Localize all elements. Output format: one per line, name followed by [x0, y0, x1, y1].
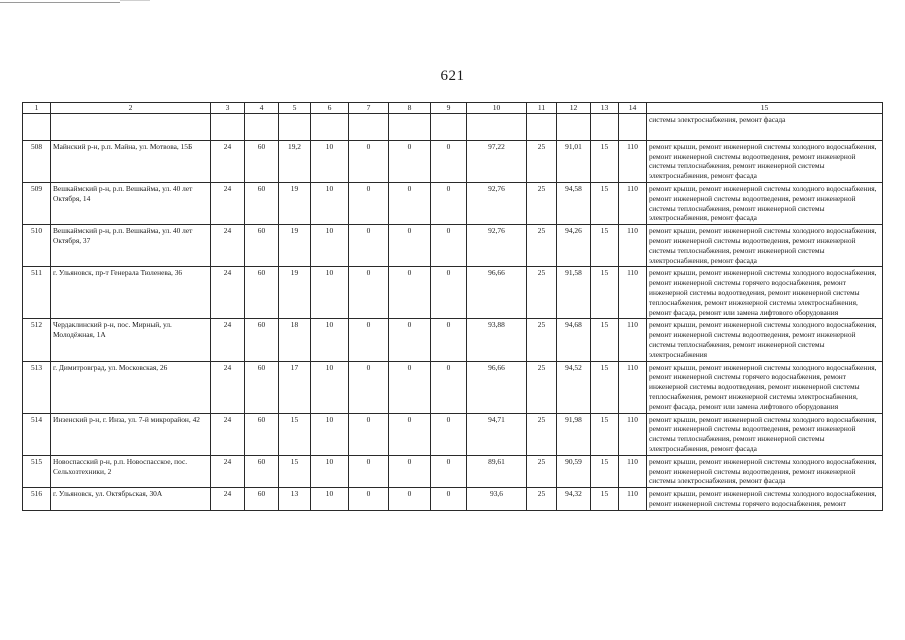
- table-cell: 0: [431, 455, 467, 487]
- table-row: [23, 361, 883, 413]
- table-cell: 10: [311, 319, 349, 361]
- table-cell: 0: [349, 267, 389, 319]
- table-cell: 60: [245, 225, 279, 267]
- works-cell: системы электроснабжения, ремонт фасада: [647, 113, 883, 140]
- table-cell: 0: [349, 182, 389, 224]
- address-cell: Инзенский р-н, г. Инза, ул. 7-й микрорайон, 42: [51, 413, 211, 455]
- table-cell: 0: [389, 182, 431, 224]
- table-cell: 97,22: [467, 140, 527, 182]
- works-cell: ремонт крыши, ремонт инженерной системы холодного водоснабжения, ремонт инженерной системы водоотведения, ремонт инженерной системы теплоснабжения, ремонт инженерной системы электроснабжения, ремонт фасада: [647, 225, 883, 267]
- table-cell: 25: [527, 182, 557, 224]
- works-cell: ремонт крыши, ремонт инженерной системы холодного водоснабжения, ремонт инженерной системы водоотведения, ремонт инженерной системы электроснабжения, ремонт фасада: [647, 455, 883, 487]
- table-cell: 15: [279, 413, 311, 455]
- table-row: [23, 488, 883, 511]
- row-number-cell: 511: [23, 267, 51, 319]
- table-cell: 24: [211, 413, 245, 455]
- table-cell: 25: [527, 455, 557, 487]
- table-cell: [245, 113, 279, 140]
- column-number-row: [23, 103, 883, 114]
- table-cell: 94,52: [557, 361, 591, 413]
- table-cell: 110: [619, 140, 647, 182]
- table-cell: 0: [389, 225, 431, 267]
- table-row: [23, 225, 883, 267]
- table-cell: 19: [279, 182, 311, 224]
- works-register-table: [22, 102, 883, 511]
- table-cell: 0: [431, 413, 467, 455]
- works-cell: ремонт крыши, ремонт инженерной системы холодного водоснабжения, ремонт инженерной системы горячего водоснабжения, ремонт: [647, 488, 883, 511]
- scan-edge-mark: [120, 0, 150, 1]
- table-cell: 25: [527, 140, 557, 182]
- table-cell: 91,01: [557, 140, 591, 182]
- column-header: 4: [245, 103, 279, 114]
- table-cell: 91,58: [557, 267, 591, 319]
- table-cell: 25: [527, 225, 557, 267]
- table-cell: 13: [279, 488, 311, 511]
- table-cell: 60: [245, 182, 279, 224]
- row-number-cell: 512: [23, 319, 51, 361]
- table-cell: [211, 113, 245, 140]
- table-cell: 92,76: [467, 182, 527, 224]
- table-cell: 110: [619, 488, 647, 511]
- table-cell: 110: [619, 225, 647, 267]
- table-row: [23, 267, 883, 319]
- table-cell: 91,98: [557, 413, 591, 455]
- table-cell: 60: [245, 319, 279, 361]
- address-cell: Вешкаймский р-н, р.п. Вешкайма, ул. 40 лет Октября, 14: [51, 182, 211, 224]
- row-number-cell: 508: [23, 140, 51, 182]
- table-cell: 93,88: [467, 319, 527, 361]
- table-cell: [23, 113, 51, 140]
- table-cell: 89,61: [467, 455, 527, 487]
- row-number-cell: 514: [23, 413, 51, 455]
- works-cell: ремонт крыши, ремонт инженерной системы холодного водоснабжения, ремонт инженерной системы горячего водоснабжения, ремонт инженерной системы водоотведения, ремонт инженерной системы теплоснабжения, ремонт инженерной системы электроснабжения, ремонт фасада, ремонт или замена лифтового оборудования: [647, 267, 883, 319]
- column-header: 6: [311, 103, 349, 114]
- table-cell: 0: [349, 455, 389, 487]
- table-cell: 18: [279, 319, 311, 361]
- table-cell: 0: [431, 319, 467, 361]
- table-cell: 24: [211, 140, 245, 182]
- table-cell: [557, 113, 591, 140]
- table-cell: 15: [591, 361, 619, 413]
- address-cell: Майнский р-н, р.п. Майна, ул. Мотвова, 15Б: [51, 140, 211, 182]
- address-cell: г. Ульяновск, пр-т Генерала Тюленева, 36: [51, 267, 211, 319]
- column-header: 11: [527, 103, 557, 114]
- table-cell: 0: [431, 140, 467, 182]
- table-cell: 94,68: [557, 319, 591, 361]
- table-cell: 0: [389, 140, 431, 182]
- table-cell: 0: [431, 488, 467, 511]
- table-cell: 15: [591, 488, 619, 511]
- works-cell: ремонт крыши, ремонт инженерной системы холодного водоснабжения, ремонт инженерной системы водоотведения, ремонт инженерной системы теплоснабжения, ремонт инженерной системы электроснабжения, ремонт фасада: [647, 413, 883, 455]
- address-cell: Вешкаймский р-н, р.п. Вешкайма, ул. 40 лет Октября, 37: [51, 225, 211, 267]
- table-cell: 24: [211, 319, 245, 361]
- row-number-cell: 509: [23, 182, 51, 224]
- column-header: 10: [467, 103, 527, 114]
- column-header: 15: [647, 103, 883, 114]
- table-cell: 25: [527, 413, 557, 455]
- table-cell: 24: [211, 225, 245, 267]
- table-cell: 0: [349, 361, 389, 413]
- table-cell: [527, 113, 557, 140]
- table-cell: 25: [527, 361, 557, 413]
- table-cell: 0: [431, 267, 467, 319]
- table-cell: 60: [245, 488, 279, 511]
- table-cell: 94,26: [557, 225, 591, 267]
- address-cell: г. Ульяновск, ул. Октябрьская, 30А: [51, 488, 211, 511]
- table-cell: 10: [311, 361, 349, 413]
- address-cell: Новоспасский р-н, р.п. Новоспасское, пос. Сельхозтехники, 2: [51, 455, 211, 487]
- table-cell: 93,6: [467, 488, 527, 511]
- table-cell: 24: [211, 182, 245, 224]
- table-cell: 110: [619, 182, 647, 224]
- column-header: 8: [389, 103, 431, 114]
- table-cell: 24: [211, 455, 245, 487]
- table-cell: [51, 113, 211, 140]
- table-row: [23, 140, 883, 182]
- table-cell: 10: [311, 413, 349, 455]
- table-cell: 60: [245, 413, 279, 455]
- works-cell: ремонт крыши, ремонт инженерной системы холодного водоснабжения, ремонт инженерной системы водоотведения, ремонт инженерной системы теплоснабжения, ремонт инженерной системы электроснабжения, ремонт фасада: [647, 140, 883, 182]
- table-cell: 60: [245, 140, 279, 182]
- table-cell: 96,66: [467, 267, 527, 319]
- table-cell: 0: [389, 319, 431, 361]
- table-cell: 19,2: [279, 140, 311, 182]
- column-header: 2: [51, 103, 211, 114]
- table-cell: 15: [591, 182, 619, 224]
- table-cell: [467, 113, 527, 140]
- table-cell: [279, 113, 311, 140]
- table-cell: 110: [619, 455, 647, 487]
- works-cell: ремонт крыши, ремонт инженерной системы холодного водоснабжения, ремонт инженерной системы водоотведения, ремонт инженерной системы теплоснабжения, ремонт инженерной системы электроснабжения, ремонт фасада: [647, 182, 883, 224]
- table-cell: 94,71: [467, 413, 527, 455]
- table-cell: 15: [279, 455, 311, 487]
- column-header: 9: [431, 103, 467, 114]
- table-cell: 24: [211, 361, 245, 413]
- table-cell: [431, 113, 467, 140]
- table-cell: 110: [619, 267, 647, 319]
- table-cell: 0: [431, 182, 467, 224]
- table-cell: 17: [279, 361, 311, 413]
- row-number-cell: 515: [23, 455, 51, 487]
- table-cell: 15: [591, 267, 619, 319]
- table-cell: 60: [245, 455, 279, 487]
- table-cell: 94,32: [557, 488, 591, 511]
- table-cell: 15: [591, 140, 619, 182]
- column-header: 13: [591, 103, 619, 114]
- scan-edge-mark: [0, 2, 120, 3]
- column-header: 1: [23, 103, 51, 114]
- table-cell: 19: [279, 225, 311, 267]
- table-cell: 110: [619, 319, 647, 361]
- table-cell: 0: [389, 455, 431, 487]
- table-cell: 0: [349, 413, 389, 455]
- table-cell: 15: [591, 413, 619, 455]
- table-cell: [591, 113, 619, 140]
- table-cell: 15: [591, 319, 619, 361]
- column-header: 12: [557, 103, 591, 114]
- table-cell: 25: [527, 488, 557, 511]
- column-header: 5: [279, 103, 311, 114]
- table-cell: [389, 113, 431, 140]
- row-number-cell: 513: [23, 361, 51, 413]
- works-cell: ремонт крыши, ремонт инженерной системы холодного водоснабжения, ремонт инженерной системы горячего водоснабжения, ремонт инженерной системы водоотведения, ремонт инженерной системы теплоснабжения, ремонт инженерной системы электроснабжения, ремонт фасада, ремонт или замена лифтового оборудования: [647, 361, 883, 413]
- table-row: [23, 455, 883, 487]
- continuation-row: [23, 113, 883, 140]
- table-cell: 0: [431, 225, 467, 267]
- row-number-cell: 510: [23, 225, 51, 267]
- table-cell: 0: [349, 140, 389, 182]
- table-row: [23, 413, 883, 455]
- table-cell: 110: [619, 361, 647, 413]
- table-cell: 0: [349, 488, 389, 511]
- column-header: 14: [619, 103, 647, 114]
- table-cell: 15: [591, 225, 619, 267]
- page-number: 621: [440, 68, 465, 84]
- works-cell: ремонт крыши, ремонт инженерной системы холодного водоснабжения, ремонт инженерной системы водоотведения, ремонт инженерной системы теплоснабжения, ремонт инженерной системы электроснабжения: [647, 319, 883, 361]
- column-header: 3: [211, 103, 245, 114]
- table-cell: 0: [349, 319, 389, 361]
- table-cell: 92,76: [467, 225, 527, 267]
- table-cell: 10: [311, 225, 349, 267]
- table-cell: 0: [389, 361, 431, 413]
- table-cell: 60: [245, 267, 279, 319]
- table-cell: 96,66: [467, 361, 527, 413]
- table-cell: 60: [245, 361, 279, 413]
- table-row: [23, 182, 883, 224]
- table-cell: 0: [389, 413, 431, 455]
- table-cell: 10: [311, 182, 349, 224]
- table-cell: 10: [311, 488, 349, 511]
- table-cell: 24: [211, 488, 245, 511]
- table-cell: 25: [527, 319, 557, 361]
- column-header: 7: [349, 103, 389, 114]
- table-cell: 10: [311, 267, 349, 319]
- table-cell: [311, 113, 349, 140]
- address-cell: Чердаклинский р-н, пос. Мирный, ул. Молодёжная, 1А: [51, 319, 211, 361]
- table-cell: 0: [389, 488, 431, 511]
- table-cell: 0: [389, 267, 431, 319]
- table-cell: 0: [349, 225, 389, 267]
- table-cell: [349, 113, 389, 140]
- table-cell: 0: [431, 361, 467, 413]
- table-cell: 24: [211, 267, 245, 319]
- table-cell: 19: [279, 267, 311, 319]
- table-cell: 110: [619, 413, 647, 455]
- table-cell: 10: [311, 140, 349, 182]
- table-cell: 25: [527, 267, 557, 319]
- table-cell: 90,59: [557, 455, 591, 487]
- table-cell: 15: [591, 455, 619, 487]
- table-row: [23, 319, 883, 361]
- address-cell: г. Димитровград, ул. Московская, 26: [51, 361, 211, 413]
- table-cell: 10: [311, 455, 349, 487]
- table-cell: [619, 113, 647, 140]
- row-number-cell: 516: [23, 488, 51, 511]
- table-cell: 94,58: [557, 182, 591, 224]
